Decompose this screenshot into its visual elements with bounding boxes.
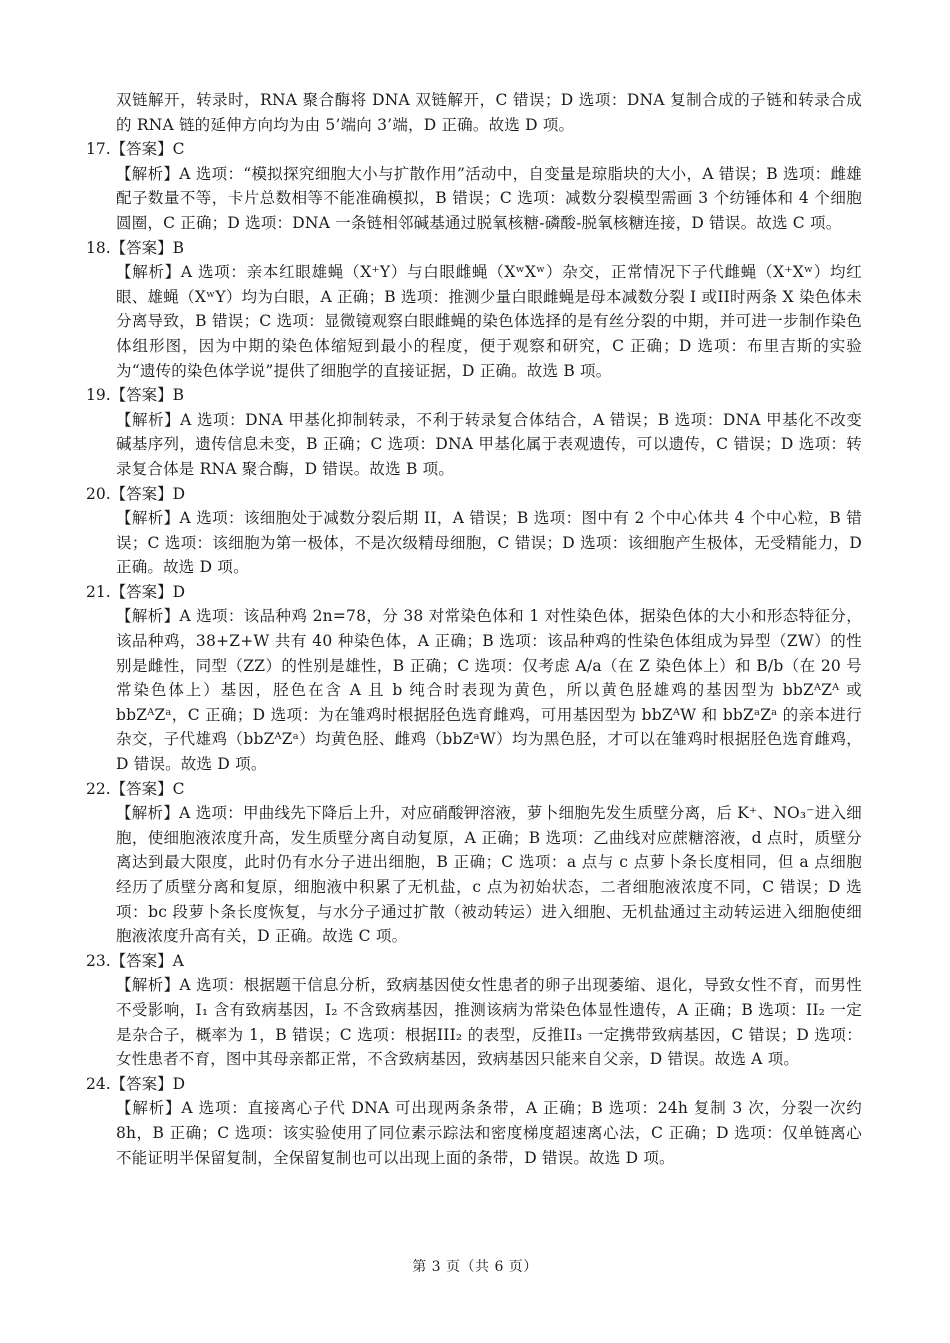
question-18 — [86, 236, 862, 384]
question-17 — [86, 137, 862, 235]
answer-line: 19.【答案】B — [86, 386, 185, 405]
answer-line: 18.【答案】B — [86, 238, 185, 257]
analysis-paragraph: 【解析】A 选项：甲曲线先下降后上升，对应硝酸钾溶液，萝卜细胞先发生质壁分离，后 K⁺、NO₃⁻进入细胞，使细胞液浓度升高，发生质壁分离自动复原，A 正确；B 选项：乙曲线对应蔗糖溶液，d 点时，质壁分离达到最大限度，此时仍有水分子进出细胞，B 正确；C 选项：a 点与 c 点萝卜条长度相同，但 a 点细胞经历了质壁分离和复原，细胞液中积累了无机盐，c 点为初始状态，二者细胞液浓度不同，C 错误；D 选项：bc 段萝卜条长度恢复，与水分子通过扩散（被动转运）进入细胞、无机盐通过主动转运进入细胞使细胞液浓度升高有关，D 正确。故选 C 项。 — [116, 804, 862, 946]
answer-line: 23.【答案】A — [86, 951, 184, 970]
analysis-paragraph: 【解析】A 选项：根据题干信息分析，致病基因使女性患者的卵子出现萎缩、退化，导致女性不育，而男性不受影响，I₁ 含有致病基因，I₂ 不含致病基因，推测该病为常染色体显性遗传，A 正确；B 选项：II₂ 一定是杂合子，概率为 1，B 错误；C 选项：根据III₂ 的表型，反推II₃ 一定携带致病基因，C 错误；D 选项：女性患者不育，图中其母亲都正常，不含致病基因，致病基因只能来自父亲，D 错误。故选 A 项。 — [116, 976, 862, 1069]
analysis-paragraph: 【解析】A 选项：“模拟探究细胞大小与扩散作用”活动中，自变量是琼脂块的大小，A 错误；B 选项：雌雄配子数量不等，卡片总数相等不能准确模拟，B 错误；C 选项：减数分裂模型需画 3 个纺锤体和 4 个细胞圆圈，C 正确；D 选项：DNA 一条链相邻碱基通过脱氧核糖-磷酸-脱氧核糖连接，D 错误。故选 C 项。 — [116, 164, 862, 232]
answer-line: 20.【答案】D — [86, 484, 186, 503]
analysis-paragraph: 【解析】A 选项：亲本红眼雄蝇（X⁺Y）与白眼雌蝇（XʷXʷ）杂交，正常情况下子代雌蝇（X⁺Xʷ）均红眼、雄蝇（XʷY）均为白眼，A 正确；B 选项：推测少量白眼雌蝇是母本减数分裂 I 或II时两条 X 染色体未分离导致，B 错误；C 选项：显微镜观察白眼雌蝇的染色体选择的是有丝分裂的中期，并可进一步制作染色体组形图，因为中期的染色体缩短到最小的程度，便于观察和研究，C 正确；D 选项：布里吉斯的实验为“遗传的染色体学说”提供了细胞学的直接证据，D 正确。故选 B 项。 — [116, 263, 862, 380]
answer-line: 22.【答案】C — [86, 779, 185, 798]
analysis-paragraph: 【解析】A 选项：直接离心子代 DNA 可出现两条条带，A 正确；B 选项：24h 复制 3 次，分裂一次约 8h，B 正确；C 选项：该实验使用了同位素示踪法和密度梯度超速离心法，C 正确；D 选项：仅单链离心不能证明半保留复制，全保留复制也可以出现上面的条带，D 错误。故选 D 项。 — [116, 1099, 862, 1167]
question-22 — [86, 777, 862, 949]
answer-line: 24.【答案】D — [86, 1074, 186, 1093]
analysis-paragraph: 【解析】A 选项：DNA 甲基化抑制转录，不利于转录复合体结合，A 错误；B 选项：DNA 甲基化不改变碱基序列，遗传信息未变，B 正确；C 选项：DNA 甲基化属于表观遗传，可以遗传，C 错误；D 选项：转录复合体是 RNA 聚合酶，D 错误。故选 B 项。 — [116, 410, 862, 478]
question-21 — [86, 580, 862, 777]
answer-line: 17.【答案】C — [86, 140, 185, 159]
intro-paragraph: 双链解开，转录时，RNA 聚合酶将 DNA 双链解开，C 错误；D 选项：DNA 复制合成的子链和转录合成的 RNA 链的延伸方向均为由 5’端向 3’端，D 正确。故选 D 项。 — [116, 91, 862, 134]
question-20 — [86, 482, 862, 580]
answer-line: 21.【答案】D — [86, 582, 186, 601]
analysis-paragraph: 【解析】A 选项：该细胞处于减数分裂后期 II，A 错误；B 选项：图中有 2 个中心体共 4 个中心粒，B 错误；C 选项：该细胞为第一极体，不是次级精母细胞，C 错误；D 选项：该细胞产生极体，无受精能力，D 正确。故选 D 项。 — [116, 509, 862, 577]
page-content — [86, 88, 862, 1170]
analysis-paragraph: 【解析】A 选项：该品种鸡 2n=78，分 38 对常染色体和 1 对性染色体，据染色体的大小和形态特征分，该品种鸡，38+Z+W 共有 40 种染色体，A 正确；B 选项：该品种鸡的性染色体组成为异型（ZW）的性别是雌性，同型（ZZ）的性别是雄性，B 正确；C 选项：仅考虑 A/a（在 Z 染色体上）和 B/b（在 20 号常染色体上）基因，胫色在含 A 且 b 纯合时表现为黄色，所以黄色胫雄鸡的基因型为 bbZᴬZᴬ 或 bbZᴬZᵃ，C 正确；D 选项：为在雏鸡时根据胫色选育雌鸡，可用基因型为 bbZᴬW 和 bbZᵃZᵃ 的亲本进行杂交，子代雄鸡（bbZᴬZᵃ）均黄色胫、雌鸡（bbZᵃW）均为黑色胫，才可以在雏鸡时根据胫色选育雌鸡，D 错误。故选 D 项。 — [116, 607, 862, 774]
question-19 — [86, 383, 862, 481]
page-footer: 第 3 页（共 6 页） — [412, 1259, 538, 1275]
question-24 — [86, 1072, 862, 1170]
question-23 — [86, 949, 862, 1072]
